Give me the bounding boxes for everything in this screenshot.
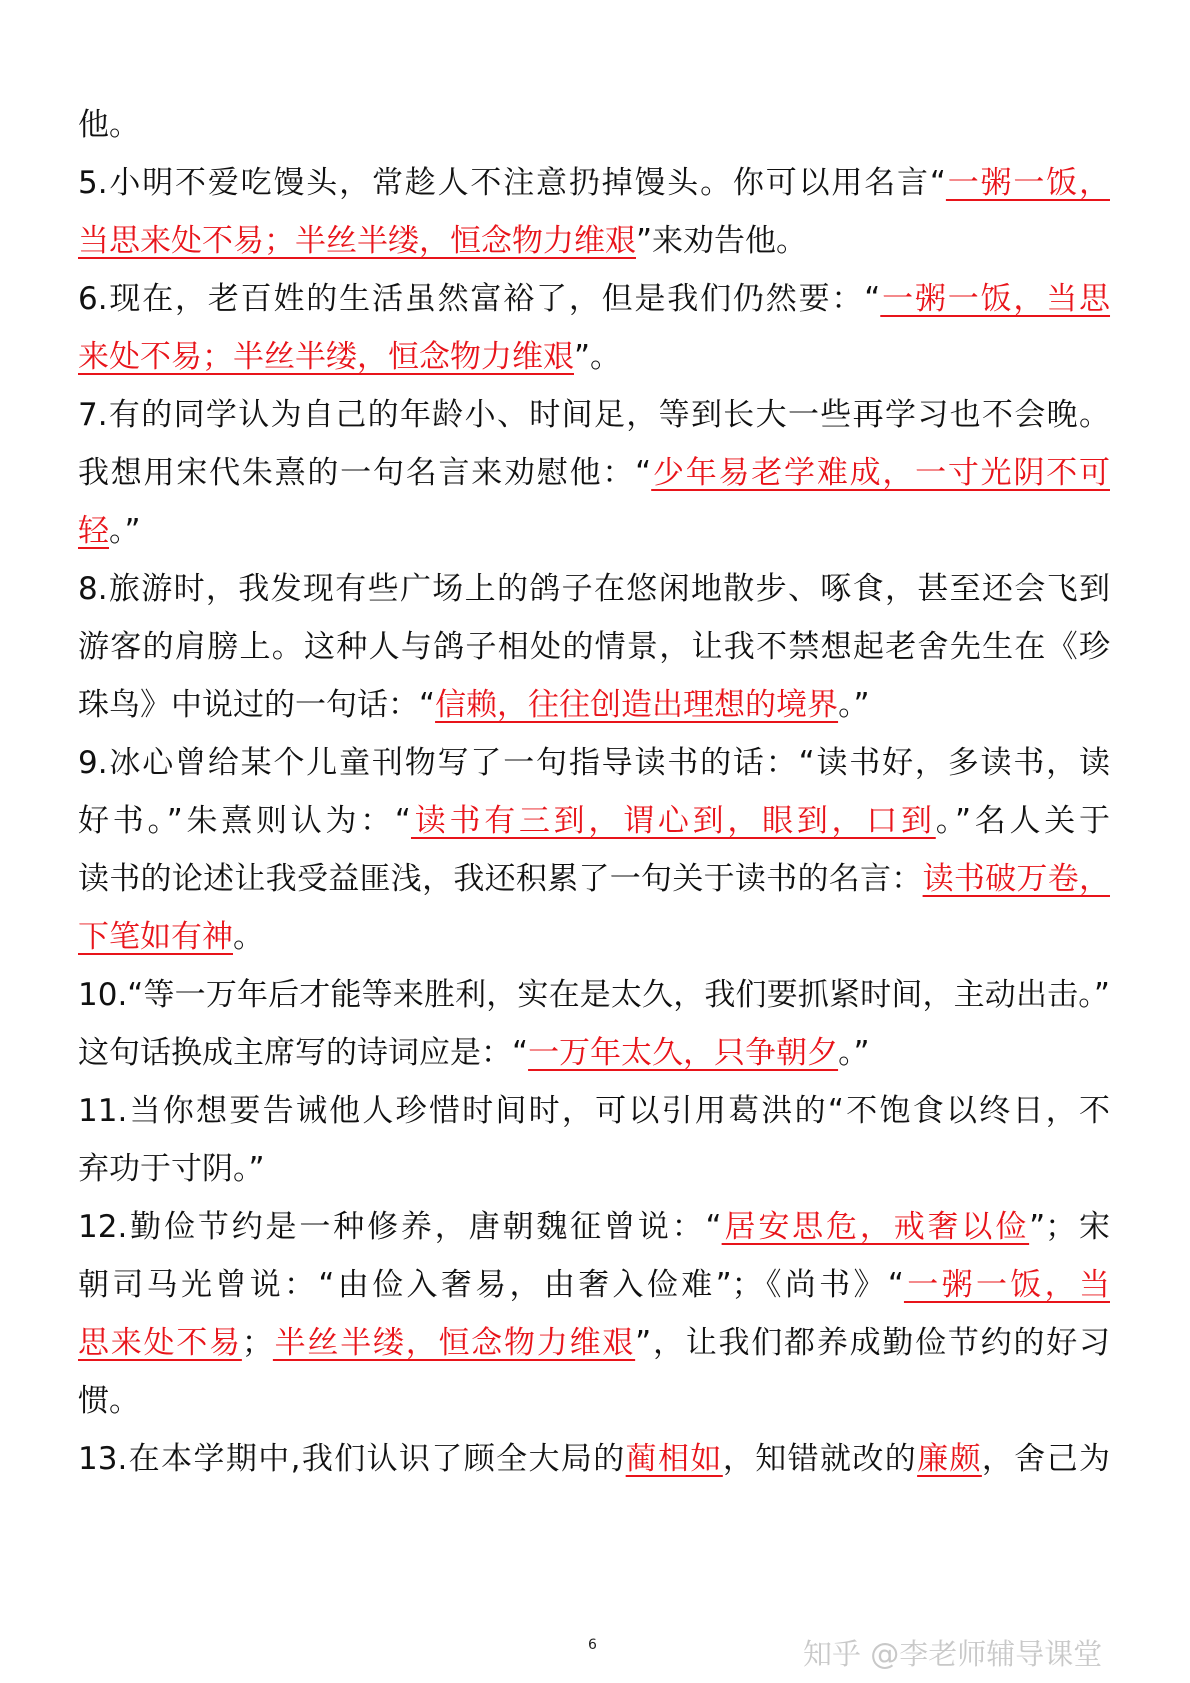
answer-text: 来处不易；半丝半缕，恒念物力维艰 [78,339,574,375]
text-line [78,386,1110,444]
text-line [78,560,1110,618]
text-line [78,96,1110,154]
question-text: ”，让我们都养成勤俭节约的好习 [635,1325,1111,1361]
question-text: 弃功于寸阴。” [78,1151,265,1187]
question-text: 。 [233,919,264,955]
answer-text: 居安思危，戒奢以俭 [721,1209,1030,1245]
text-line [78,734,1110,792]
question-text: 惯。 [78,1383,140,1419]
question-text: 珠鸟》中说过的一句话：“ [78,687,436,723]
answer-text: 思来处不易 [78,1325,242,1361]
text-line [78,908,1110,966]
text-line [78,1140,1110,1198]
question-text: ，知错就改的 [722,1441,918,1477]
question-text: 游客的肩膀上。这种人与鸽子相处的情景，让我不禁想起老舍先生在《珍 [78,629,1110,665]
question-text: 我想用宋代朱熹的一句名言来劝慰他：“ [78,455,652,491]
question-text: 11.当你想要告诫他人珍惜时间时，可以引用葛洪的“不饱食以终日，不 [78,1093,1110,1129]
question-text: 7.有的同学认为自己的年龄小、时间足，等到长大一些再学习也不会晚。 [78,397,1110,433]
text-line [78,502,1110,560]
answer-text: 读书破万卷， [922,861,1110,897]
question-text: 读书的论述让我受益匪浅，我还积累了一句关于读书的名言： [78,861,923,897]
answer-text: 信赖，往往创造出理想的境界 [435,687,839,723]
answer-text: 蔺相如 [625,1441,723,1477]
watermark: 知乎 @李老师辅导课堂 [803,1637,1103,1671]
question-text: ”来劝告他。 [636,223,808,259]
question-text: ； [241,1325,273,1361]
text-line [78,966,1110,1024]
answer-text: 廉颇 [917,1441,982,1477]
question-text: 10.“等一万年后才能等来胜利，实在是太久，我们要抓紧时间，主动出击。” [78,977,1110,1013]
document-body [78,96,1110,1488]
text-line [78,1314,1110,1372]
answer-text: 一粥一饭，当思 [880,281,1111,317]
question-text: ”；宋 [1029,1209,1111,1245]
answer-text: 一万年太久，只争朝夕 [528,1035,839,1071]
question-text: ，舍己为 [981,1441,1111,1477]
answer-text: 少年易老学难成，一寸光阴不可 [651,455,1110,491]
question-text: 他。 [78,107,140,143]
text-line [78,270,1110,328]
question-text: 5.小明不爱吃馒头，常趁人不注意扔掉馒头。你可以用名言“ [78,165,946,201]
answer-text: 下笔如有神 [78,919,233,955]
question-text: 12.勤俭节约是一种修养，唐朝魏征曾说：“ [78,1209,722,1245]
answer-text: 当思来处不易；半丝半缕，恒念物力维艰 [78,223,636,259]
text-line [78,328,1110,386]
answer-text: 半丝半缕，恒念物力维艰 [272,1325,636,1361]
text-line [78,676,1110,734]
answer-text: 一粥一饭， [945,165,1110,201]
text-line [78,1198,1110,1256]
text-line [78,444,1110,502]
answer-text: 读书有三到，谓心到，眼到，口到 [410,803,936,839]
text-line [78,618,1110,676]
text-line [78,850,1110,908]
answer-text: 轻 [78,513,109,549]
question-text: 好书。”朱熹则认为：“ [78,803,411,839]
question-text: 。”名人关于 [935,803,1111,839]
question-text: 8.旅游时，我发现有些广场上的鸽子在悠闲地散步、啄食，甚至还会飞到 [78,571,1110,607]
text-line [78,1024,1110,1082]
text-line [78,212,1110,270]
question-text: 9.冰心曾给某个儿童刊物写了一句指导读书的话：“读书好，多读书，读 [78,745,1110,781]
question-text: ”。 [574,339,622,375]
question-text: 。” [109,513,141,549]
text-line [78,1256,1110,1314]
question-text: 。” [838,1035,870,1071]
text-line [78,792,1110,850]
text-line [78,1372,1110,1430]
question-text: 。” [838,687,870,723]
answer-text: 一粥一饭，当 [903,1267,1110,1303]
question-text: 这句话换成主席写的诗词应是：“ [78,1035,529,1071]
text-line [78,1430,1110,1488]
page-number: 6 [588,1637,597,1653]
question-text: 13.在本学期中,我们认识了顾全大局的 [78,1441,626,1477]
question-text: 6.现在，老百姓的生活虽然富裕了，但是我们仍然要：“ [78,281,881,317]
question-text: 朝司马光曾说：“由俭入奢易，由奢入俭难”；《尚书》“ [78,1267,904,1303]
text-line [78,154,1110,212]
text-line [78,1082,1110,1140]
